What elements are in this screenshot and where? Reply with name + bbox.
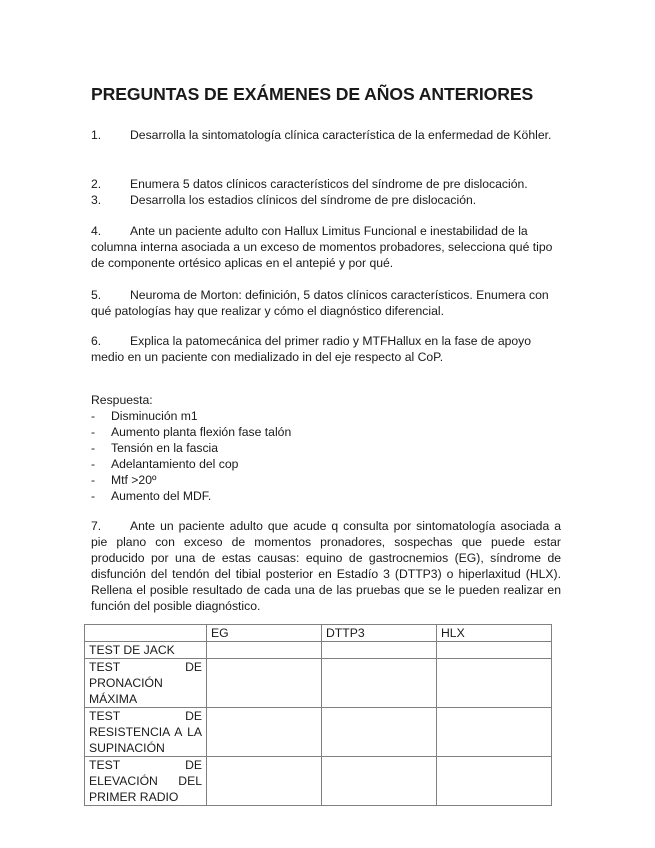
result-cell-eg[interactable] — [207, 708, 322, 757]
list-item-text: Mtf >20º — [111, 473, 157, 487]
result-cell-hlx[interactable] — [437, 757, 552, 806]
list-bullet: - — [91, 457, 96, 471]
question-text: Enumera 5 datos clínicos característicos del síndrome de pre dislocación. — [130, 177, 528, 191]
list-item-text: Aumento planta flexión fase talón — [111, 425, 292, 439]
test-name: TEST DE PRONACIÓN MÁXIMA — [89, 660, 202, 706]
question-3 — [91, 192, 561, 208]
list-item — [91, 424, 291, 440]
result-cell-eg[interactable] — [207, 757, 322, 806]
question-5 — [91, 287, 561, 319]
question-text: Desarrolla los estadios clínicos del síndrome de pre dislocación. — [130, 193, 477, 207]
result-cell-hlx[interactable] — [437, 642, 552, 659]
question-number: 7. — [91, 519, 102, 533]
list-item-text: Adelantamiento del cop — [111, 457, 239, 471]
table-row — [85, 708, 552, 757]
list-item-text: Aumento del MDF. — [111, 489, 212, 503]
result-cell-dttp3[interactable] — [322, 757, 437, 806]
result-cell-dttp3[interactable] — [322, 642, 437, 659]
question-number: 1. — [91, 128, 102, 142]
test-name: TEST DE ELEVACIÓN DEL PRIMER RADIO — [89, 758, 202, 804]
question-4 — [91, 223, 561, 271]
question-number: 4. — [91, 224, 102, 238]
test-name-cell — [85, 642, 207, 659]
question-text: Explica la patomecánica del primer radio y MTFHallux en la fase de apoyo medio en un paciente con medializado in del eje respecto al CoP. — [91, 334, 532, 364]
table-row — [85, 642, 552, 659]
result-cell-eg[interactable] — [207, 659, 322, 708]
list-item — [91, 440, 291, 456]
answer-list — [91, 408, 291, 504]
test-name-cell — [85, 659, 207, 708]
question-1 — [91, 127, 561, 143]
question-text: Ante un paciente adulto con Hallux Limitus Funcional e inestabilidad de la columna interna asociada a un exceso de momentos probadores, selecciona qué tipo de componente ortésico aplicas en el antepié y por qué. — [91, 224, 553, 270]
list-bullet: - — [91, 489, 96, 503]
question-7 — [91, 518, 561, 614]
test-name-cell — [85, 757, 207, 806]
question-text: Ante un paciente adulto que acude q consulta por sintomatología asociada a pie plano con exceso de momentos pronadores, sospechas que puede estar producido por una de estas causas: equino de gastrocnemios (EG), síndrome de disfunción del tendón del tibial posterior en Estadío 3 (DTTP3) o hiperlaxitud (HLX). Rellena el posible resultado de cada una de las pruebas que se le pueden realizar en función del posible diagnóstico. — [91, 519, 561, 613]
question-number: 2. — [91, 177, 102, 191]
result-cell-eg[interactable] — [207, 642, 322, 659]
question-number: 6. — [91, 334, 102, 348]
answer-heading: Respuesta: — [91, 393, 153, 407]
list-item — [91, 472, 291, 488]
page-title: PREGUNTAS DE EXÁMENES DE AÑOS ANTERIORES — [91, 84, 534, 104]
table-row — [85, 757, 552, 806]
list-bullet: - — [91, 441, 96, 455]
test-name: TEST DE JACK — [89, 643, 175, 657]
list-item — [91, 408, 291, 424]
test-name: TEST DE RESISTENCIA A LA SUPINACIÓN — [89, 709, 202, 755]
list-bullet: - — [91, 409, 96, 423]
list-item — [91, 456, 291, 472]
question-number: 3. — [91, 193, 102, 207]
list-bullet: - — [91, 473, 96, 487]
result-cell-hlx[interactable] — [437, 708, 552, 757]
test-results-table — [84, 624, 552, 806]
result-cell-dttp3[interactable] — [322, 659, 437, 708]
list-item — [91, 488, 291, 504]
header-cell-dttp3: DTTP3 — [322, 625, 437, 642]
test-name-cell — [85, 708, 207, 757]
question-number: 5. — [91, 288, 102, 302]
header-cell-eg: EG — [207, 625, 322, 642]
result-cell-hlx[interactable] — [437, 659, 552, 708]
question-2 — [91, 176, 561, 192]
question-text: Neuroma de Morton: definición, 5 datos clínicos característicos. Enumera con qué patologías hay que realizar y cómo el diagnóstico diferencial. — [91, 288, 549, 318]
list-item-text: Tensión en la fascia — [111, 441, 219, 455]
header-cell-empty — [85, 625, 207, 642]
header-cell-hlx: HLX — [437, 625, 552, 642]
table-row — [85, 659, 552, 708]
question-text: Desarrolla la sintomatología clínica característica de la enfermedad de Köhler. — [130, 128, 552, 142]
list-bullet: - — [91, 425, 96, 439]
table-header-row — [85, 625, 552, 642]
list-item-text: Disminución m1 — [111, 409, 198, 423]
result-cell-dttp3[interactable] — [322, 708, 437, 757]
question-6 — [91, 333, 561, 365]
